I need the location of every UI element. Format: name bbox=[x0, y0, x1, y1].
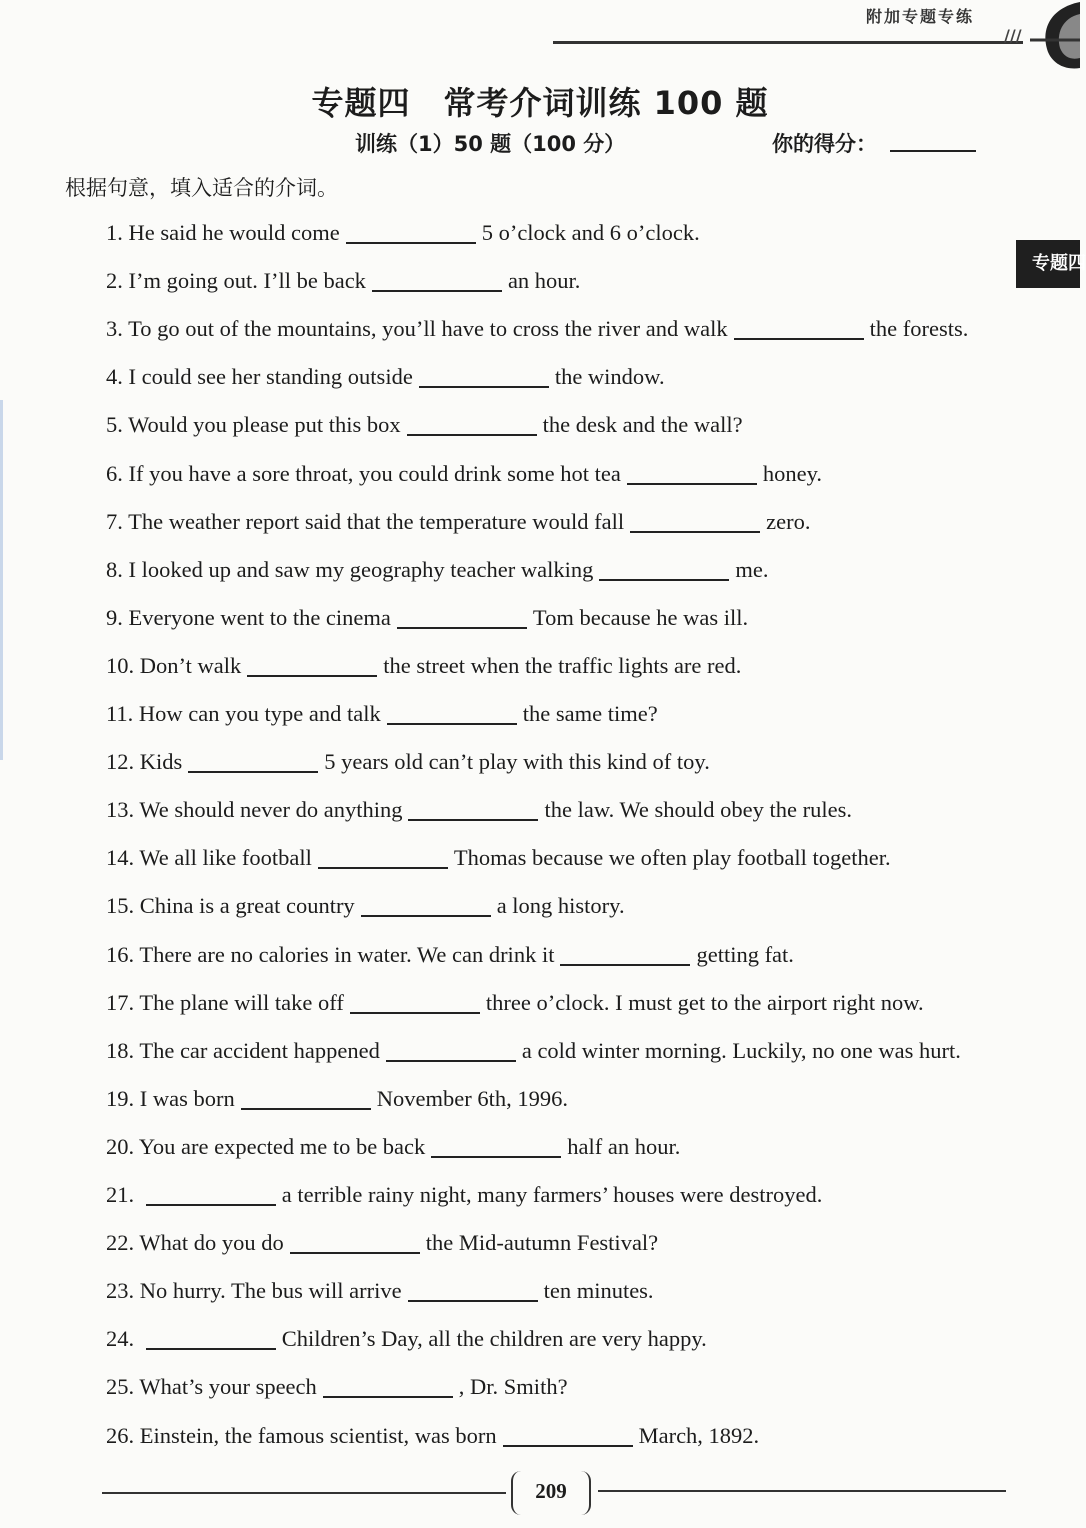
answer-blank[interactable] bbox=[431, 1156, 561, 1158]
page-edge-strip bbox=[0, 400, 3, 760]
answer-blank[interactable] bbox=[146, 1204, 276, 1206]
question-number: 20. bbox=[106, 1133, 135, 1159]
question-number: 19. bbox=[106, 1085, 135, 1111]
running-header-title: 附加专题专练 bbox=[866, 7, 975, 26]
question-number: 12. bbox=[106, 749, 135, 775]
answer-blank[interactable] bbox=[599, 579, 729, 581]
question-text-after: the Mid-autumn Festival? bbox=[425, 1230, 659, 1256]
question-text-after: 5 o’clock and 6 o’clock. bbox=[481, 220, 700, 245]
question-text-before: What’s your speech bbox=[139, 1374, 317, 1400]
question-item bbox=[106, 509, 810, 535]
question-text-after: half an hour. bbox=[567, 1133, 681, 1159]
question-number: 25. bbox=[106, 1374, 135, 1400]
question-number: 15. bbox=[106, 893, 135, 919]
question-number: 14. bbox=[106, 845, 135, 871]
question-item bbox=[106, 1230, 658, 1256]
score-blank[interactable] bbox=[890, 150, 976, 152]
question-text-before: How can you type and talk bbox=[138, 701, 381, 726]
question-text-after: a long history. bbox=[496, 893, 625, 919]
question-text-after: 5 years old can’t play with this kind of toy. bbox=[324, 749, 710, 775]
question-text-before: I looked up and saw my geography teacher walking bbox=[128, 556, 594, 582]
answer-blank[interactable] bbox=[318, 867, 448, 869]
answer-blank[interactable] bbox=[346, 242, 476, 244]
question-text-before: We should never do anything bbox=[139, 797, 403, 823]
question-item bbox=[106, 461, 822, 487]
question-text-after: the law. We should obey the rules. bbox=[544, 797, 852, 823]
page-title: 专题四 常考介词训练 100 题 bbox=[311, 84, 769, 122]
question-number: 23. bbox=[106, 1278, 135, 1304]
answer-blank[interactable] bbox=[503, 1445, 633, 1447]
question-text-after: the street when the traffic lights are red. bbox=[383, 652, 742, 678]
question-number: 7. bbox=[106, 508, 123, 534]
question-text-after: November 6th, 1996. bbox=[376, 1085, 568, 1111]
question-item bbox=[106, 268, 580, 294]
question-text-after: March, 1892. bbox=[638, 1422, 760, 1448]
question-item bbox=[106, 605, 748, 631]
question-item bbox=[106, 1134, 680, 1160]
question-text-before: I could see her standing outside bbox=[128, 364, 413, 390]
question-text-before: I’m going out. I’ll be back bbox=[128, 268, 366, 294]
answer-blank[interactable] bbox=[361, 915, 491, 917]
question-item bbox=[106, 942, 794, 968]
question-text-before: There are no calories in water. We can drink it bbox=[139, 941, 555, 967]
answer-blank[interactable] bbox=[323, 1396, 453, 1398]
chapter-side-tab: 专题四 bbox=[1016, 240, 1080, 288]
question-text-after: the same time? bbox=[522, 701, 658, 726]
question-item bbox=[106, 845, 891, 871]
question-number: 18. bbox=[106, 1037, 135, 1063]
answer-blank[interactable] bbox=[407, 434, 537, 436]
question-text-before: The car accident happened bbox=[139, 1037, 380, 1063]
answer-blank[interactable] bbox=[627, 483, 757, 485]
question-item bbox=[106, 653, 741, 679]
question-text-after: zero. bbox=[766, 508, 811, 534]
question-item bbox=[106, 412, 743, 438]
question-text-after: Thomas because we often play football together. bbox=[453, 845, 891, 871]
question-number: 5. bbox=[106, 412, 123, 438]
question-number: 26. bbox=[106, 1422, 135, 1448]
question-number: 10. bbox=[106, 652, 135, 678]
question-text-before: China is a great country bbox=[139, 893, 355, 919]
question-number: 24. bbox=[106, 1326, 135, 1352]
question-text-before: Everyone went to the cinema bbox=[128, 604, 391, 630]
question-item bbox=[106, 797, 852, 823]
question-item bbox=[106, 1374, 568, 1400]
question-number: 11. bbox=[106, 701, 134, 726]
answer-blank[interactable] bbox=[146, 1348, 276, 1350]
question-number: 3. bbox=[106, 316, 123, 342]
question-item bbox=[106, 1086, 568, 1112]
exercise-subtitle: 训练（1）50 题（100 分） bbox=[355, 132, 626, 156]
question-text-after: , Dr. Smith? bbox=[458, 1374, 568, 1400]
question-number: 4. bbox=[106, 364, 123, 390]
question-number: 6. bbox=[106, 460, 123, 486]
question-text-after: the desk and the wall? bbox=[542, 412, 743, 438]
question-text-before: To go out of the mountains, you’ll have to cross the river and walk bbox=[128, 316, 728, 342]
question-text-before: He said he would come bbox=[128, 220, 340, 245]
question-number: 9. bbox=[106, 604, 123, 630]
answer-blank[interactable] bbox=[372, 290, 502, 292]
question-item bbox=[106, 364, 665, 390]
question-text-before: The plane will take off bbox=[139, 989, 344, 1015]
question-item bbox=[106, 316, 968, 342]
score-label: 你的得分： bbox=[772, 132, 877, 156]
question-text-before: Einstein, the famous scientist, was born bbox=[139, 1422, 497, 1448]
question-number: 1. bbox=[106, 220, 123, 245]
answer-blank[interactable] bbox=[290, 1252, 420, 1254]
answer-blank[interactable] bbox=[247, 675, 377, 677]
answer-blank[interactable] bbox=[419, 386, 549, 388]
answer-blank[interactable] bbox=[386, 1060, 516, 1062]
question-number: 8. bbox=[106, 556, 123, 582]
header-corner-decoration bbox=[1010, 0, 1080, 80]
question-number: 22. bbox=[106, 1230, 135, 1256]
question-text-after: the forests. bbox=[869, 316, 969, 342]
question-text-after: a cold winter morning. Luckily, no one was hurt. bbox=[521, 1037, 961, 1063]
answer-blank[interactable] bbox=[387, 723, 517, 725]
question-number: 17. bbox=[106, 989, 135, 1015]
answer-blank[interactable] bbox=[408, 819, 538, 821]
answer-blank[interactable] bbox=[560, 964, 690, 966]
question-text-after: Children’s Day, all the children are very happy. bbox=[281, 1326, 707, 1352]
question-item bbox=[106, 1038, 961, 1064]
question-item bbox=[106, 990, 924, 1016]
instruction: 根据句意，填入适合的介词。 bbox=[65, 176, 338, 200]
question-text-before: Kids bbox=[139, 749, 183, 775]
question-item bbox=[106, 1278, 654, 1304]
question-text-before: We all like football bbox=[139, 845, 312, 871]
question-text-after: ten minutes. bbox=[543, 1278, 654, 1304]
question-text-before: If you have a sore throat, you could drink some hot tea bbox=[128, 460, 621, 486]
footer-rule-right bbox=[598, 1490, 1006, 1492]
footer-rule-left bbox=[102, 1492, 506, 1494]
question-item bbox=[106, 1326, 707, 1352]
question-item bbox=[106, 893, 625, 919]
question-text-after: honey. bbox=[762, 460, 823, 486]
answer-blank[interactable] bbox=[188, 771, 318, 773]
answer-blank[interactable] bbox=[397, 627, 527, 629]
question-item bbox=[106, 1182, 822, 1208]
answer-blank[interactable] bbox=[734, 338, 864, 340]
header-rule bbox=[553, 41, 1023, 44]
answer-blank[interactable] bbox=[408, 1300, 538, 1302]
answer-blank[interactable] bbox=[241, 1108, 371, 1110]
header-slashes: /// bbox=[1004, 26, 1022, 45]
question-text-after: three o’clock. I must get to the airport right now. bbox=[485, 989, 924, 1015]
question-text-after: an hour. bbox=[507, 268, 581, 294]
question-text-before: No hurry. The bus will arrive bbox=[139, 1278, 402, 1304]
page-number: 209 bbox=[511, 1471, 591, 1515]
question-text-before: I was born bbox=[139, 1085, 235, 1111]
question-item bbox=[106, 1423, 759, 1449]
question-text-after: Tom because he was ill. bbox=[532, 604, 749, 630]
question-text-after: me. bbox=[735, 556, 769, 582]
question-text-before: What do you do bbox=[139, 1230, 284, 1256]
question-number: 21. bbox=[106, 1182, 135, 1207]
question-text-after: the window. bbox=[554, 364, 665, 390]
question-text-before: You are expected me to be back bbox=[138, 1133, 426, 1159]
question-text-before: Would you please put this box bbox=[128, 412, 401, 438]
question-text-after: getting fat. bbox=[696, 941, 794, 967]
question-number: 2. bbox=[106, 268, 123, 294]
question-text-before: The weather report said that the temperature would fall bbox=[128, 508, 625, 534]
answer-blank[interactable] bbox=[630, 531, 760, 533]
question-text-before: Don’t walk bbox=[139, 652, 242, 678]
answer-blank[interactable] bbox=[350, 1012, 480, 1014]
question-number: 16. bbox=[106, 941, 135, 967]
question-item bbox=[106, 701, 658, 727]
question-item bbox=[106, 557, 768, 583]
question-text-after: a terrible rainy night, many farmers’ houses were destroyed. bbox=[281, 1182, 823, 1207]
question-number: 13. bbox=[106, 797, 135, 823]
question-item bbox=[106, 220, 700, 246]
question-item bbox=[106, 749, 710, 775]
